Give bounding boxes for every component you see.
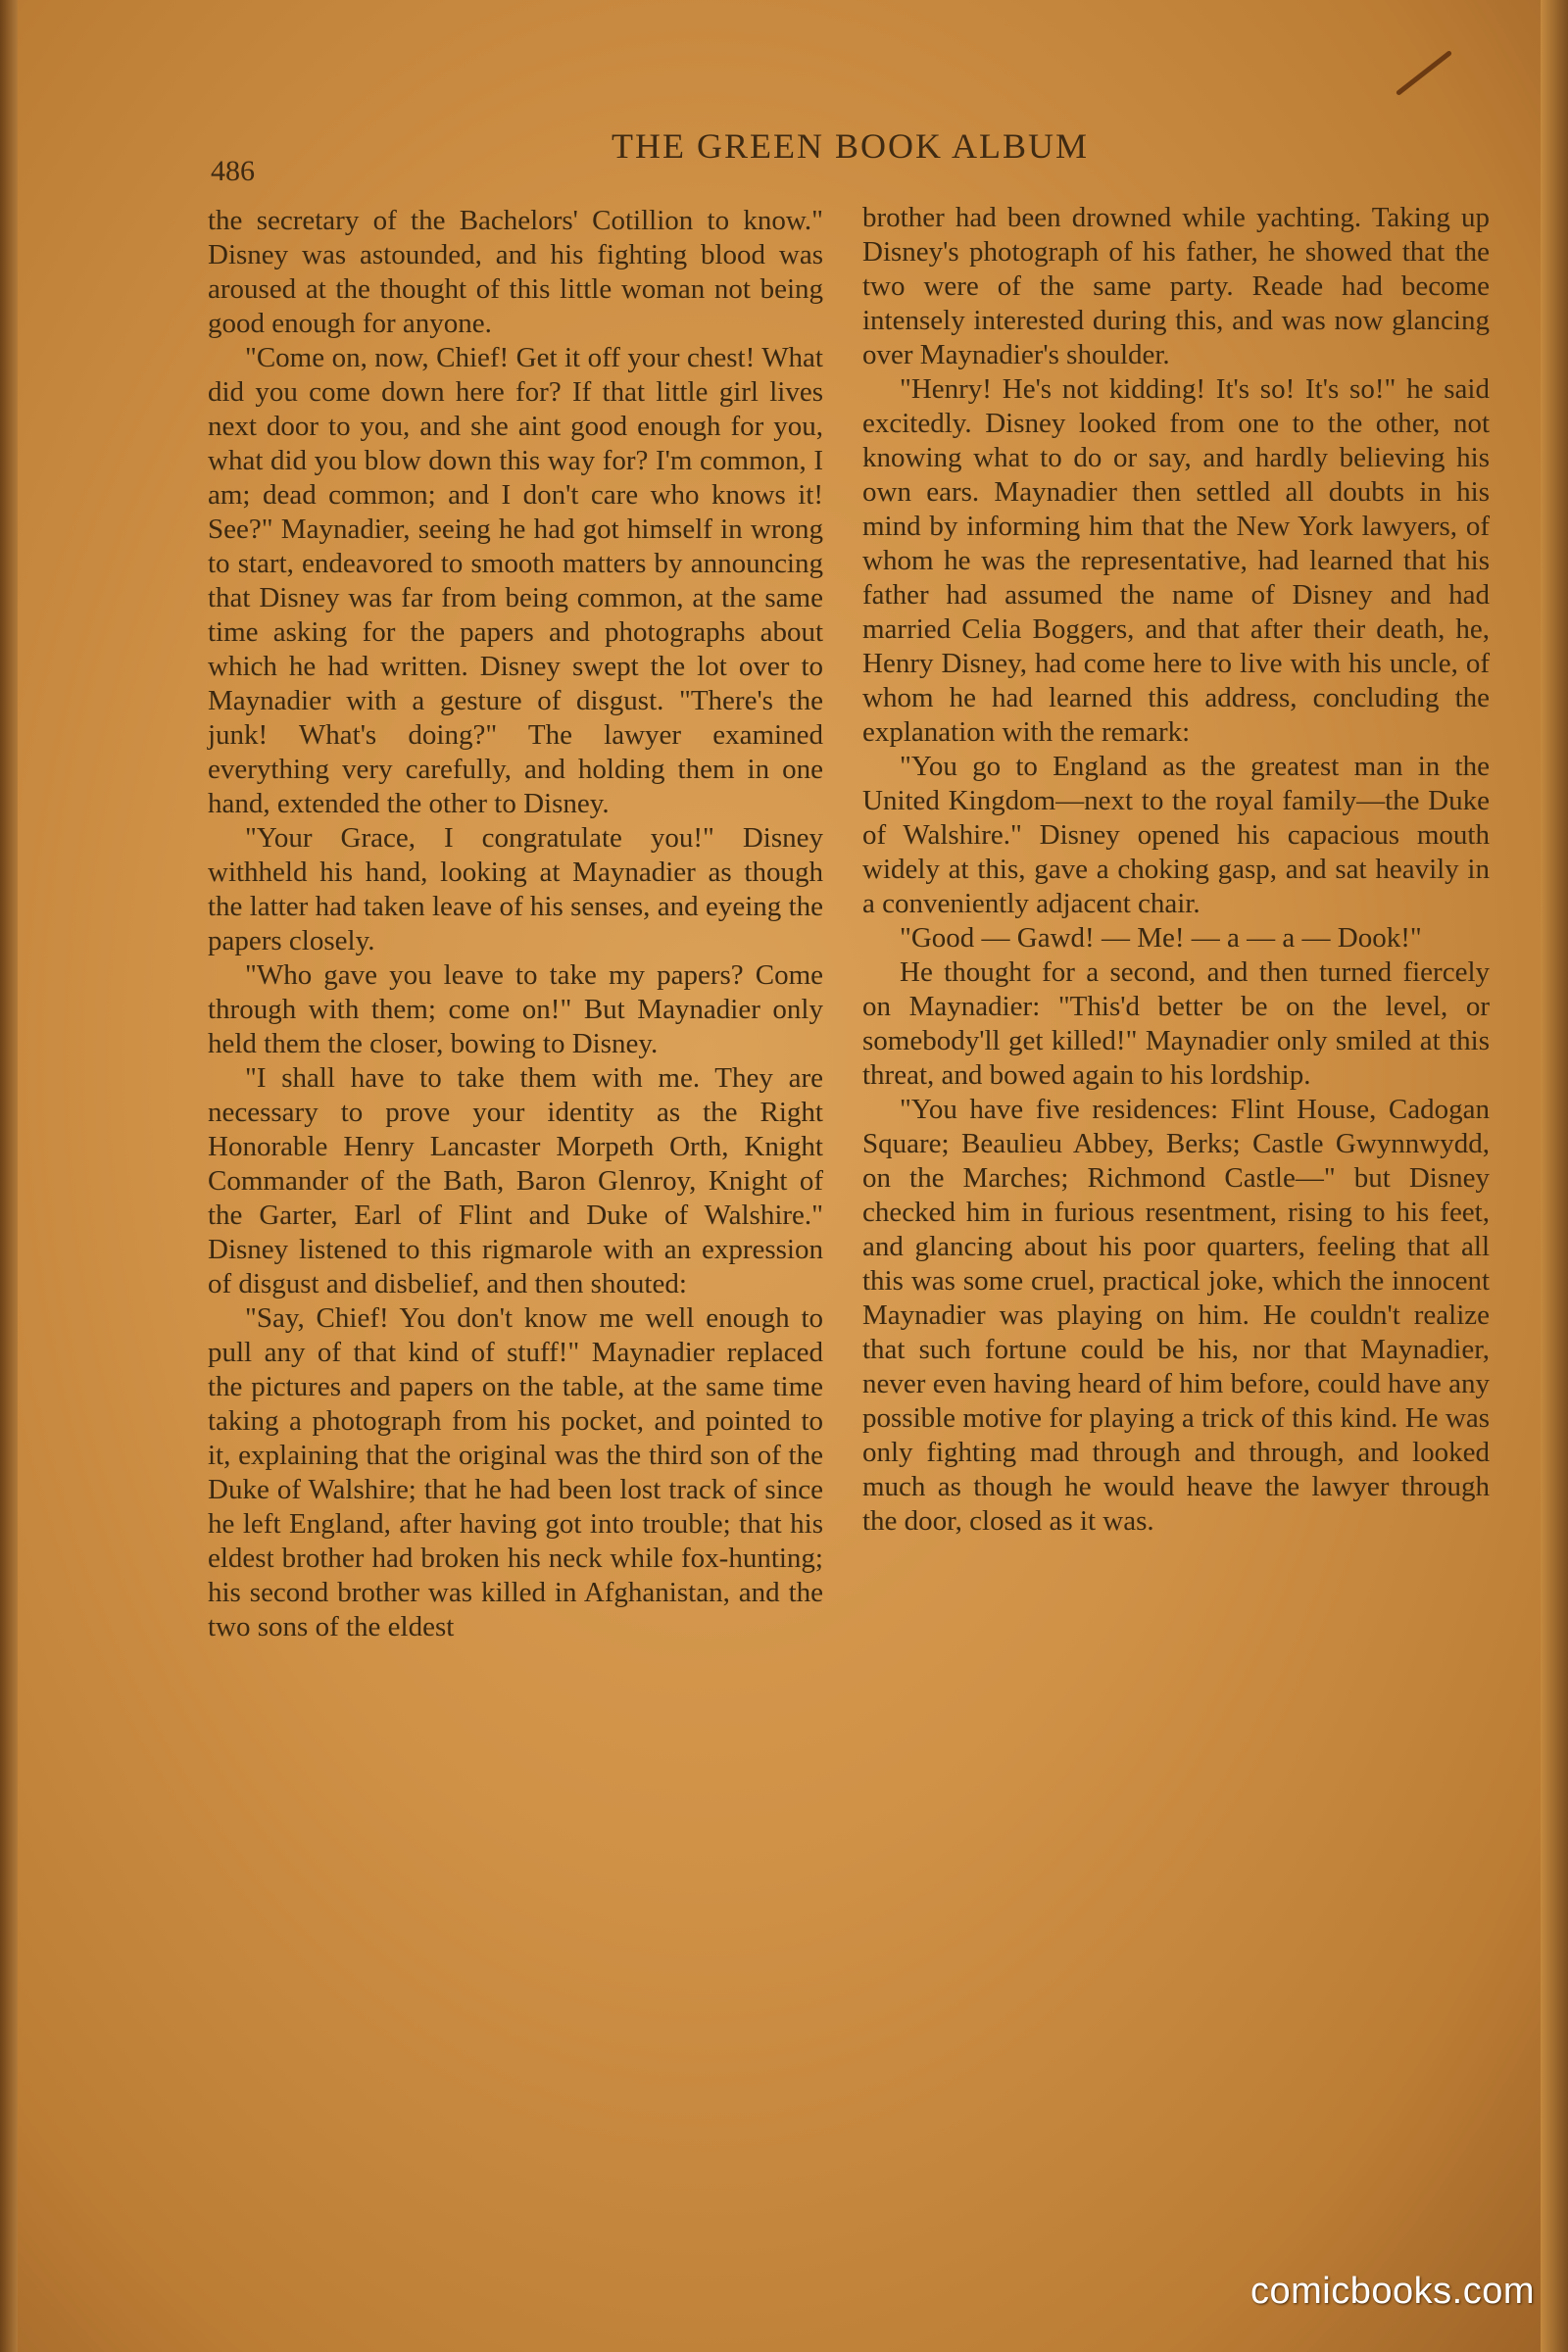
watermark: comicbooks.com <box>1250 2271 1535 2312</box>
page-right-edge <box>1541 0 1568 2352</box>
paragraph: brother had been drowned while yachting. Taking up Disney's photograph of his father, he showed that the two were of the same party. Reade had become intensely interested during this, and was now glancing over Maynadier's shoulder. <box>862 202 1490 370</box>
paragraph: "You go to England as the greatest man in the United Kingdom—next to the royal family—the Duke of Walshire." Disney opened his capacious mouth widely at this, gave a choking gasp, and sat heavily in a conveniently adjacent chair. <box>862 751 1490 919</box>
paragraph: the secretary of the Bachelors' Cotillion to know." Disney was astounded, and his fighting blood was aroused at the thought of this little woman not being good enough for anyone. <box>208 205 823 339</box>
paragraph: "Henry! He's not kidding! It's so! It's so!" he said excitedly. Disney looked from one to the other, not knowing what to do or say, and hardly believing his own ears. Maynadier then settled all doubts in his mind by informing him that the New York lawyers, of whom he was the representative, had learned that his father had assumed the name of Disney and had married Celia Boggers, and that after their death, he, Henry Disney, had come here to live with his uncle, of whom he had learned this address, concluding the explanation with the remark: <box>862 373 1490 748</box>
running-title: THE GREEN BOOK ALBUM <box>612 126 1089 166</box>
paragraph: "Good — Gawd! — Me! — a — a — Dook!" <box>900 922 1422 954</box>
page-number: 486 <box>211 155 255 187</box>
paragraph: "I shall have to take them with me. They are necessary to prove your identity as the Right Honorable Henry Lancaster Morpeth Orth, Knight Commander of the Bath, Baron Glenroy, Knight of the Garter, Earl of Flint and Duke of Walshire." Disney listened to this rigmarole with an expression of disgust and disbelief, and then shouted: <box>208 1062 823 1299</box>
paragraph: "You have five residences: Flint House, Cadogan Square; Beaulieu Abbey, Berks; Castle Gwynnwydd, on the Marches; Richmond Castle—" but Disney checked him in furious resentment, rising to his feet, and glancing about his poor quarters, feeling that all this was some cruel, practical joke, which the innocent Maynadier was playing on him. He couldn't realize that such fortune could be his, nor that Maynadier, never even having heard of him before, could have any possible motive for playing a trick of this kind. He was only fighting mad through and through, and looked much as though he would heave the lawyer through the door, closed as it was. <box>862 1094 1490 1537</box>
page-left-edge <box>0 0 18 2352</box>
paragraph: "Who gave you leave to take my papers? Come through with them; come on!" But Maynadier only held them the closer, bowing to Disney. <box>208 959 823 1059</box>
page-header <box>211 125 1490 187</box>
left-column <box>208 204 823 1644</box>
paragraph: "Come on, now, Chief! Get it off your chest! What did you come down here for? If that little girl lives next door to you, and she aint good enough for you, what did you blow down this way for? I'm common, I am; dead common; and I don't care who knows it! See?" Maynadier, seeing he had got himself in wrong to start, endeavored to smooth matters by announcing that Disney was far from being common, at the same time asking for the papers and photographs about which he had written. Disney swept the lot over to Maynadier with a gesture of disgust. "There's the junk! What's doing?" The lawyer examined everything very carefully, and holding them in one hand, extended the other to Disney. <box>208 342 823 819</box>
right-column <box>862 201 1490 1539</box>
paragraph: "Say, Chief! You don't know me well enough to pull any of that kind of stuff!" Maynadier replaced the pictures and papers on the table, at the same time taking a photograph from his pocket, and pointed to it, explaining that the original was the third son of the Duke of Walshire; that he had been lost track of since he left England, after having got into trouble; that his eldest brother had broken his neck while fox-hunting; his second brother was killed in Afghanistan, and the two sons of the eldest <box>208 1302 823 1642</box>
pen-mark <box>1396 50 1452 96</box>
paragraph: "Your Grace, I congratulate you!" Disney withheld his hand, looking at Maynadier as though the latter had taken leave of his senses, and eyeing the papers closely. <box>208 822 823 956</box>
paragraph: He thought for a second, and then turned fiercely on Maynadier: "This'd better be on the level, or somebody'll get killed!" Maynadier only smiled at this threat, and bowed again to his lordship. <box>862 956 1490 1091</box>
